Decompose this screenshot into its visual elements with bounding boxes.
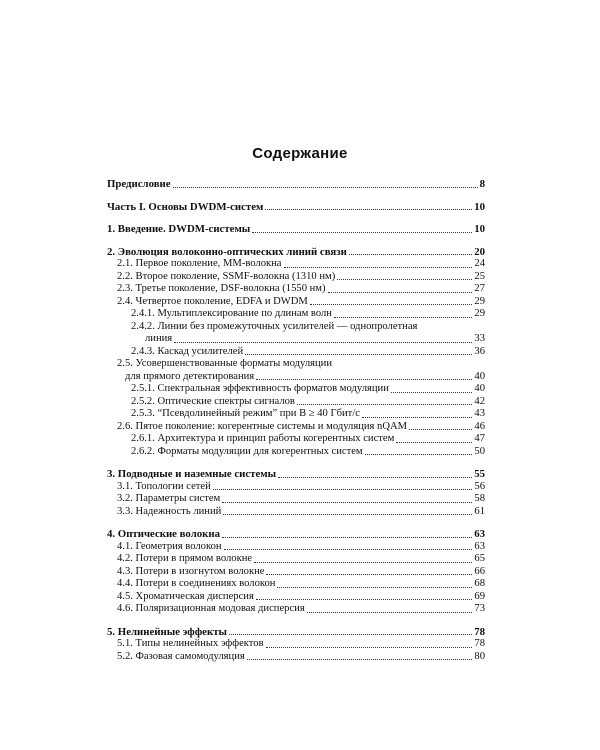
toc-entry-page: 40 (474, 383, 485, 394)
toc-entry-title: Предисловие (107, 178, 171, 190)
toc-entry[interactable] (107, 578, 485, 591)
toc-entry[interactable] (107, 638, 485, 651)
dot-leader (328, 292, 473, 293)
dot-leader (222, 502, 472, 503)
toc-entry-page: 8 (479, 178, 485, 190)
dot-leader (365, 454, 473, 455)
toc-entry-title: 3.1. Топологии сетей (117, 480, 211, 492)
toc-entry[interactable] (107, 223, 485, 236)
toc-entry-page: 80 (474, 650, 485, 662)
toc-entry-title: 3. Подводные и наземные системы (107, 468, 277, 480)
dot-leader (174, 342, 472, 343)
section-gap (107, 213, 485, 223)
toc-entry-title: линия (145, 333, 173, 344)
toc-entry-title: 2.5. Усовершенствованные форматы модуляции (117, 358, 332, 369)
toc-entry-page: 66 (474, 565, 485, 577)
dot-leader (391, 392, 473, 393)
section-gap (107, 191, 485, 201)
dot-leader (224, 549, 473, 550)
toc-entry-title: 2.5.3. “Псевдолинейный режим” при B ≥ 40 Гбит/с (131, 408, 360, 419)
toc-entry-page: 63 (474, 528, 485, 540)
toc-entry-title: 2.1. Первое поколение, ММ-волокна (117, 258, 282, 269)
toc-entry-page: 78 (474, 625, 485, 638)
toc-entry-page: 20 (474, 245, 485, 258)
table-of-contents (107, 178, 485, 663)
toc-entry-page: 29 (474, 295, 485, 307)
toc-entry[interactable] (107, 468, 485, 481)
dot-leader (337, 279, 472, 280)
dot-leader (310, 304, 473, 305)
toc-entry[interactable] (107, 408, 485, 421)
toc-entry-title: 5. Нелинейные эффекты (107, 625, 227, 638)
toc-entry-page: 58 (474, 493, 485, 504)
toc-entry[interactable] (107, 283, 485, 296)
toc-entry-title: для прямого детектирования (125, 370, 255, 382)
toc-entry[interactable] (107, 308, 485, 321)
dot-leader (265, 209, 472, 210)
toc-entry-page: 10 (474, 200, 485, 213)
toc-entry[interactable] (107, 553, 485, 566)
toc-entry-title: 4.1. Геометрия волокон (117, 540, 222, 552)
dot-leader (266, 647, 473, 648)
dot-leader (284, 267, 473, 268)
toc-entry-title: 2. Эволюция волоконно-оптических линий связи (107, 245, 347, 258)
toc-entry-title: 2.4.1. Мультиплексирование по длинам волн (131, 308, 332, 319)
toc-entry[interactable] (107, 383, 485, 396)
toc-entry[interactable] (107, 626, 485, 639)
toc-entry[interactable] (107, 481, 485, 494)
toc-entry-title: 1. Введение. DWDM-системы (107, 223, 251, 235)
toc-entry-page: 42 (474, 395, 485, 407)
toc-entry-page: 47 (474, 433, 485, 444)
toc-entry-page: 78 (474, 638, 485, 649)
section-gap (107, 518, 485, 528)
toc-entry-page: 73 (474, 603, 485, 614)
toc-entry-title: 5.1. Типы нелинейных эффектов (117, 638, 264, 649)
toc-entry[interactable] (107, 346, 485, 359)
toc-entry[interactable] (107, 201, 485, 214)
toc-entry-page: 43 (474, 408, 485, 419)
dot-leader (362, 417, 472, 418)
toc-entry-page: 65 (474, 553, 485, 564)
toc-entry-page: 29 (474, 308, 485, 319)
toc-entry-page: 69 (474, 590, 485, 602)
toc-entry-title: 2.4. Четвертое поколение, EDFA и DWDM (117, 295, 308, 307)
section-gap (107, 616, 485, 626)
toc-entry-title: 4.6. Поляризационная модовая дисперсия (117, 603, 305, 614)
toc-entry-title: 2.6.1. Архитектура и принцип работы когерентных систем (131, 433, 395, 444)
toc-entry[interactable] (107, 541, 485, 554)
toc-entry[interactable] (107, 421, 485, 434)
toc-entry[interactable] (107, 296, 485, 309)
toc-entry-page: 33 (474, 333, 485, 344)
toc-entry-page: 40 (474, 370, 485, 382)
toc-entry-title: 2.4.3. Каскад усилителей (131, 345, 244, 357)
toc-entry[interactable] (107, 591, 485, 604)
toc-entry-page: 46 (474, 420, 485, 432)
toc-entry-title: 4. Оптические волокна (107, 528, 220, 540)
toc-entry[interactable] (107, 246, 485, 259)
toc-entry-page: 68 (474, 578, 485, 589)
dot-leader (349, 254, 472, 255)
toc-entry[interactable] (107, 178, 485, 191)
toc-entry[interactable] (107, 358, 485, 371)
dot-leader (254, 562, 472, 563)
dot-leader (409, 429, 472, 430)
dot-leader (222, 537, 472, 538)
toc-entry-title: 4.5. Хроматическая дисперсия (117, 590, 254, 602)
toc-entry-title: 2.4.2. Линии без промежуточных усилителей — однопролетная (131, 320, 418, 332)
toc-entry-title: 2.2. Второе поколение, SSMF-волокна (1310 нм) (117, 270, 336, 282)
section-gap (107, 458, 485, 468)
dot-leader (245, 354, 472, 355)
toc-entry[interactable] (107, 493, 485, 506)
toc-entry-page: 36 (474, 345, 485, 357)
toc-entry[interactable] (107, 433, 485, 446)
toc-entry-title: 2.3. Третье поколение, DSF-волокна (1550 нм) (117, 283, 326, 294)
toc-entry-page: 24 (474, 258, 485, 269)
section-gap (107, 236, 485, 246)
dot-leader (256, 379, 472, 380)
dot-leader (173, 187, 478, 188)
dot-leader (213, 489, 473, 490)
dot-leader (334, 317, 472, 318)
toc-entry[interactable] (107, 446, 485, 459)
toc-entry-page: 50 (474, 445, 485, 457)
dot-leader (297, 404, 472, 405)
toc-entry[interactable] (107, 396, 485, 409)
toc-entry[interactable] (107, 506, 485, 519)
toc-entry-page: 10 (474, 223, 485, 235)
toc-entry-page: 63 (474, 540, 485, 552)
toc-entry[interactable] (107, 271, 485, 284)
toc-entry-title: 3.3. Надежность линий (117, 505, 222, 517)
dot-leader (266, 574, 472, 575)
toc-entry-title: 2.5.2. Оптические спектры сигналов (131, 395, 295, 407)
toc-entry[interactable] (107, 333, 485, 346)
toc-entry-title: 5.2. Фазовая самомодуляция (117, 650, 245, 662)
toc-entry[interactable] (107, 321, 485, 334)
toc-entry[interactable] (107, 258, 485, 271)
dot-leader (247, 659, 473, 660)
toc-entry-title: Часть I. Основы DWDM-систем (107, 200, 264, 213)
dot-leader (229, 634, 472, 635)
dot-leader (252, 232, 472, 233)
toc-entry[interactable] (107, 603, 485, 616)
toc-entry-title: 2.6.2. Форматы модуляции для когерентных систем (131, 445, 363, 457)
page-title: Содержание (252, 145, 348, 162)
dot-leader (278, 477, 472, 478)
dot-leader (256, 599, 473, 600)
toc-entry-title: 4.2. Потери в прямом волокне (117, 553, 253, 564)
toc-entry-page: 61 (474, 505, 485, 517)
toc-entry[interactable] (107, 528, 485, 541)
toc-entry-title: 4.4. Потери в соединениях волокон (117, 578, 276, 589)
toc-entry-title: 3.2. Параметры систем (117, 493, 221, 504)
toc-entry-page: 27 (474, 283, 485, 294)
toc-entry-page: 25 (474, 270, 485, 282)
toc-entry[interactable] (107, 651, 485, 664)
toc-entry-page: 55 (474, 468, 485, 480)
toc-entry-title: 2.6. Пятое поколение: когерентные системы и модуляция nQAM (117, 420, 408, 432)
toc-entry[interactable] (107, 371, 485, 384)
dot-leader (396, 442, 472, 443)
dot-leader (307, 612, 473, 613)
toc-entry-title: 4.3. Потери в изогнутом волокне (117, 565, 265, 577)
toc-entry-page: 56 (474, 480, 485, 492)
toc-entry-title: 2.5.1. Спектральная эффективность форматов модуляции (131, 383, 389, 394)
dot-leader (277, 587, 472, 588)
dot-leader (223, 514, 472, 515)
toc-entry[interactable] (107, 566, 485, 579)
